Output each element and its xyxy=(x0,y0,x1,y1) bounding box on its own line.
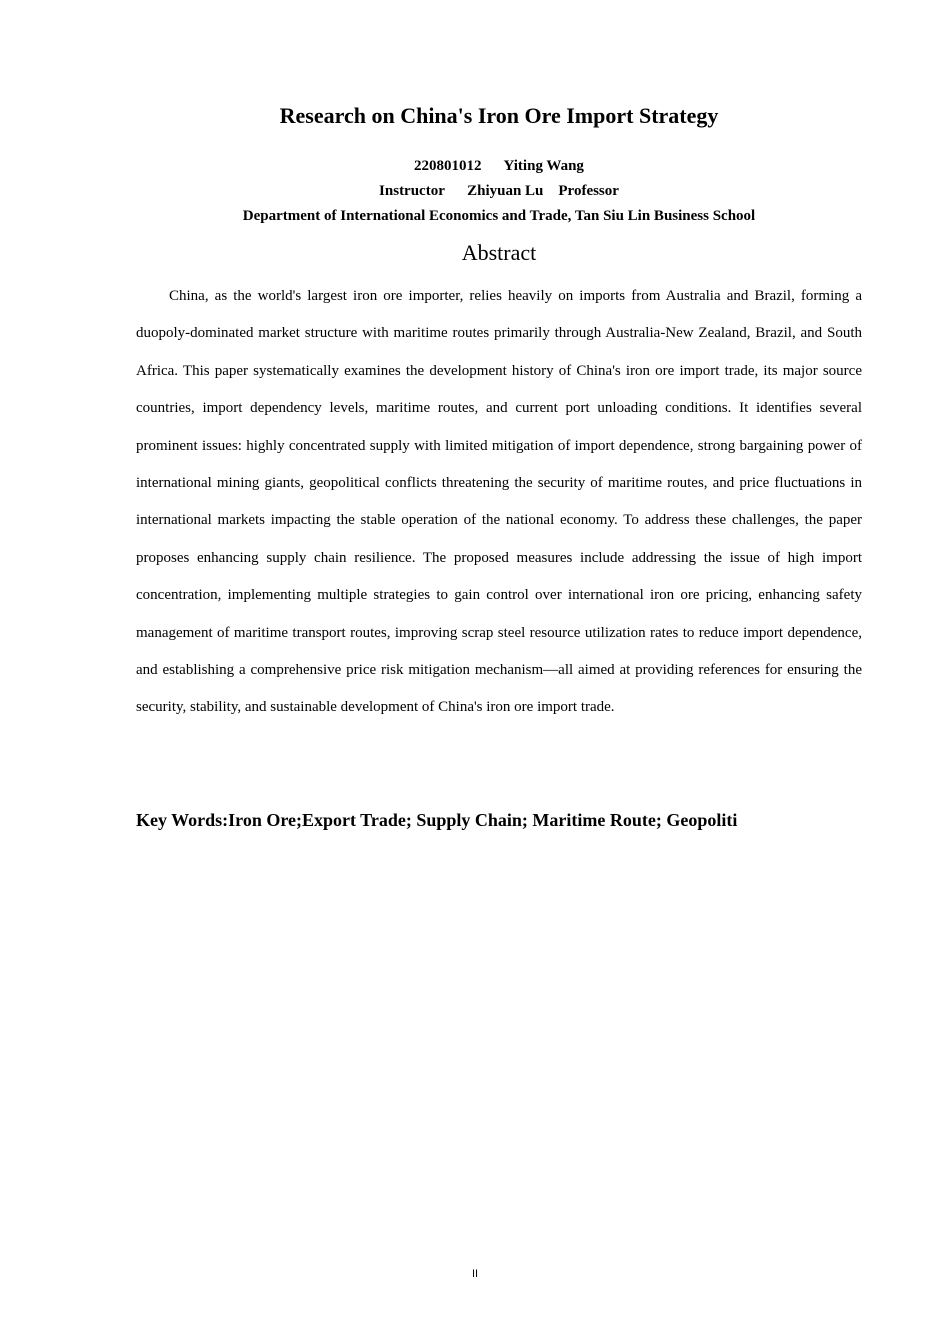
abstract-paragraph: China, as the world's largest iron ore importer, relies heavily on imports from Australia and Brazil, forming a duopoly-dominated market structure with maritime routes primarily through Australia-New Zealand, Brazil, and South Africa. This paper systematically examines the development history of China's iron ore import trade, its major source countries, import dependency levels, maritime routes, and current port unloading conditions. It identifies several prominent issues: highly concentrated supply with limited mitigation of import dependence, strong bargaining power of international mining giants, geopolitical conflicts threatening the security of maritime routes, and price fluctuations in international markets impacting the stable operation of the national economy. To address these challenges, the paper proposes enhancing supply chain resilience. The proposed measures include addressing the issue of high import concentration, implementing multiple strategies to gain control over international iron ore pricing, enhancing safety management of maritime transport routes, improving scrap steel resource utilization rates to reduce import dependence, and establishing a comprehensive price risk mitigation mechanism—all aimed at providing references for ensuring the security, stability, and sustainable development of China's iron ore import trade. xyxy=(136,288,862,716)
instructor-line: Instructor Zhiyuan Lu Professor xyxy=(379,183,619,199)
paper-title: Research on China's Iron Ore Import Strategy xyxy=(279,103,719,128)
page-number: II xyxy=(471,1268,479,1280)
abstract-heading: Abstract xyxy=(461,240,537,265)
department-line: Department of International Economics and Trade, Tan Siu Lin Business School xyxy=(242,208,756,224)
student-id-name: 220801012 Yiting Wang xyxy=(414,158,584,174)
keywords-line: Key Words:Iron Ore;Export Trade; Supply Chain; Maritime Route; Geopoliti xyxy=(136,810,738,830)
